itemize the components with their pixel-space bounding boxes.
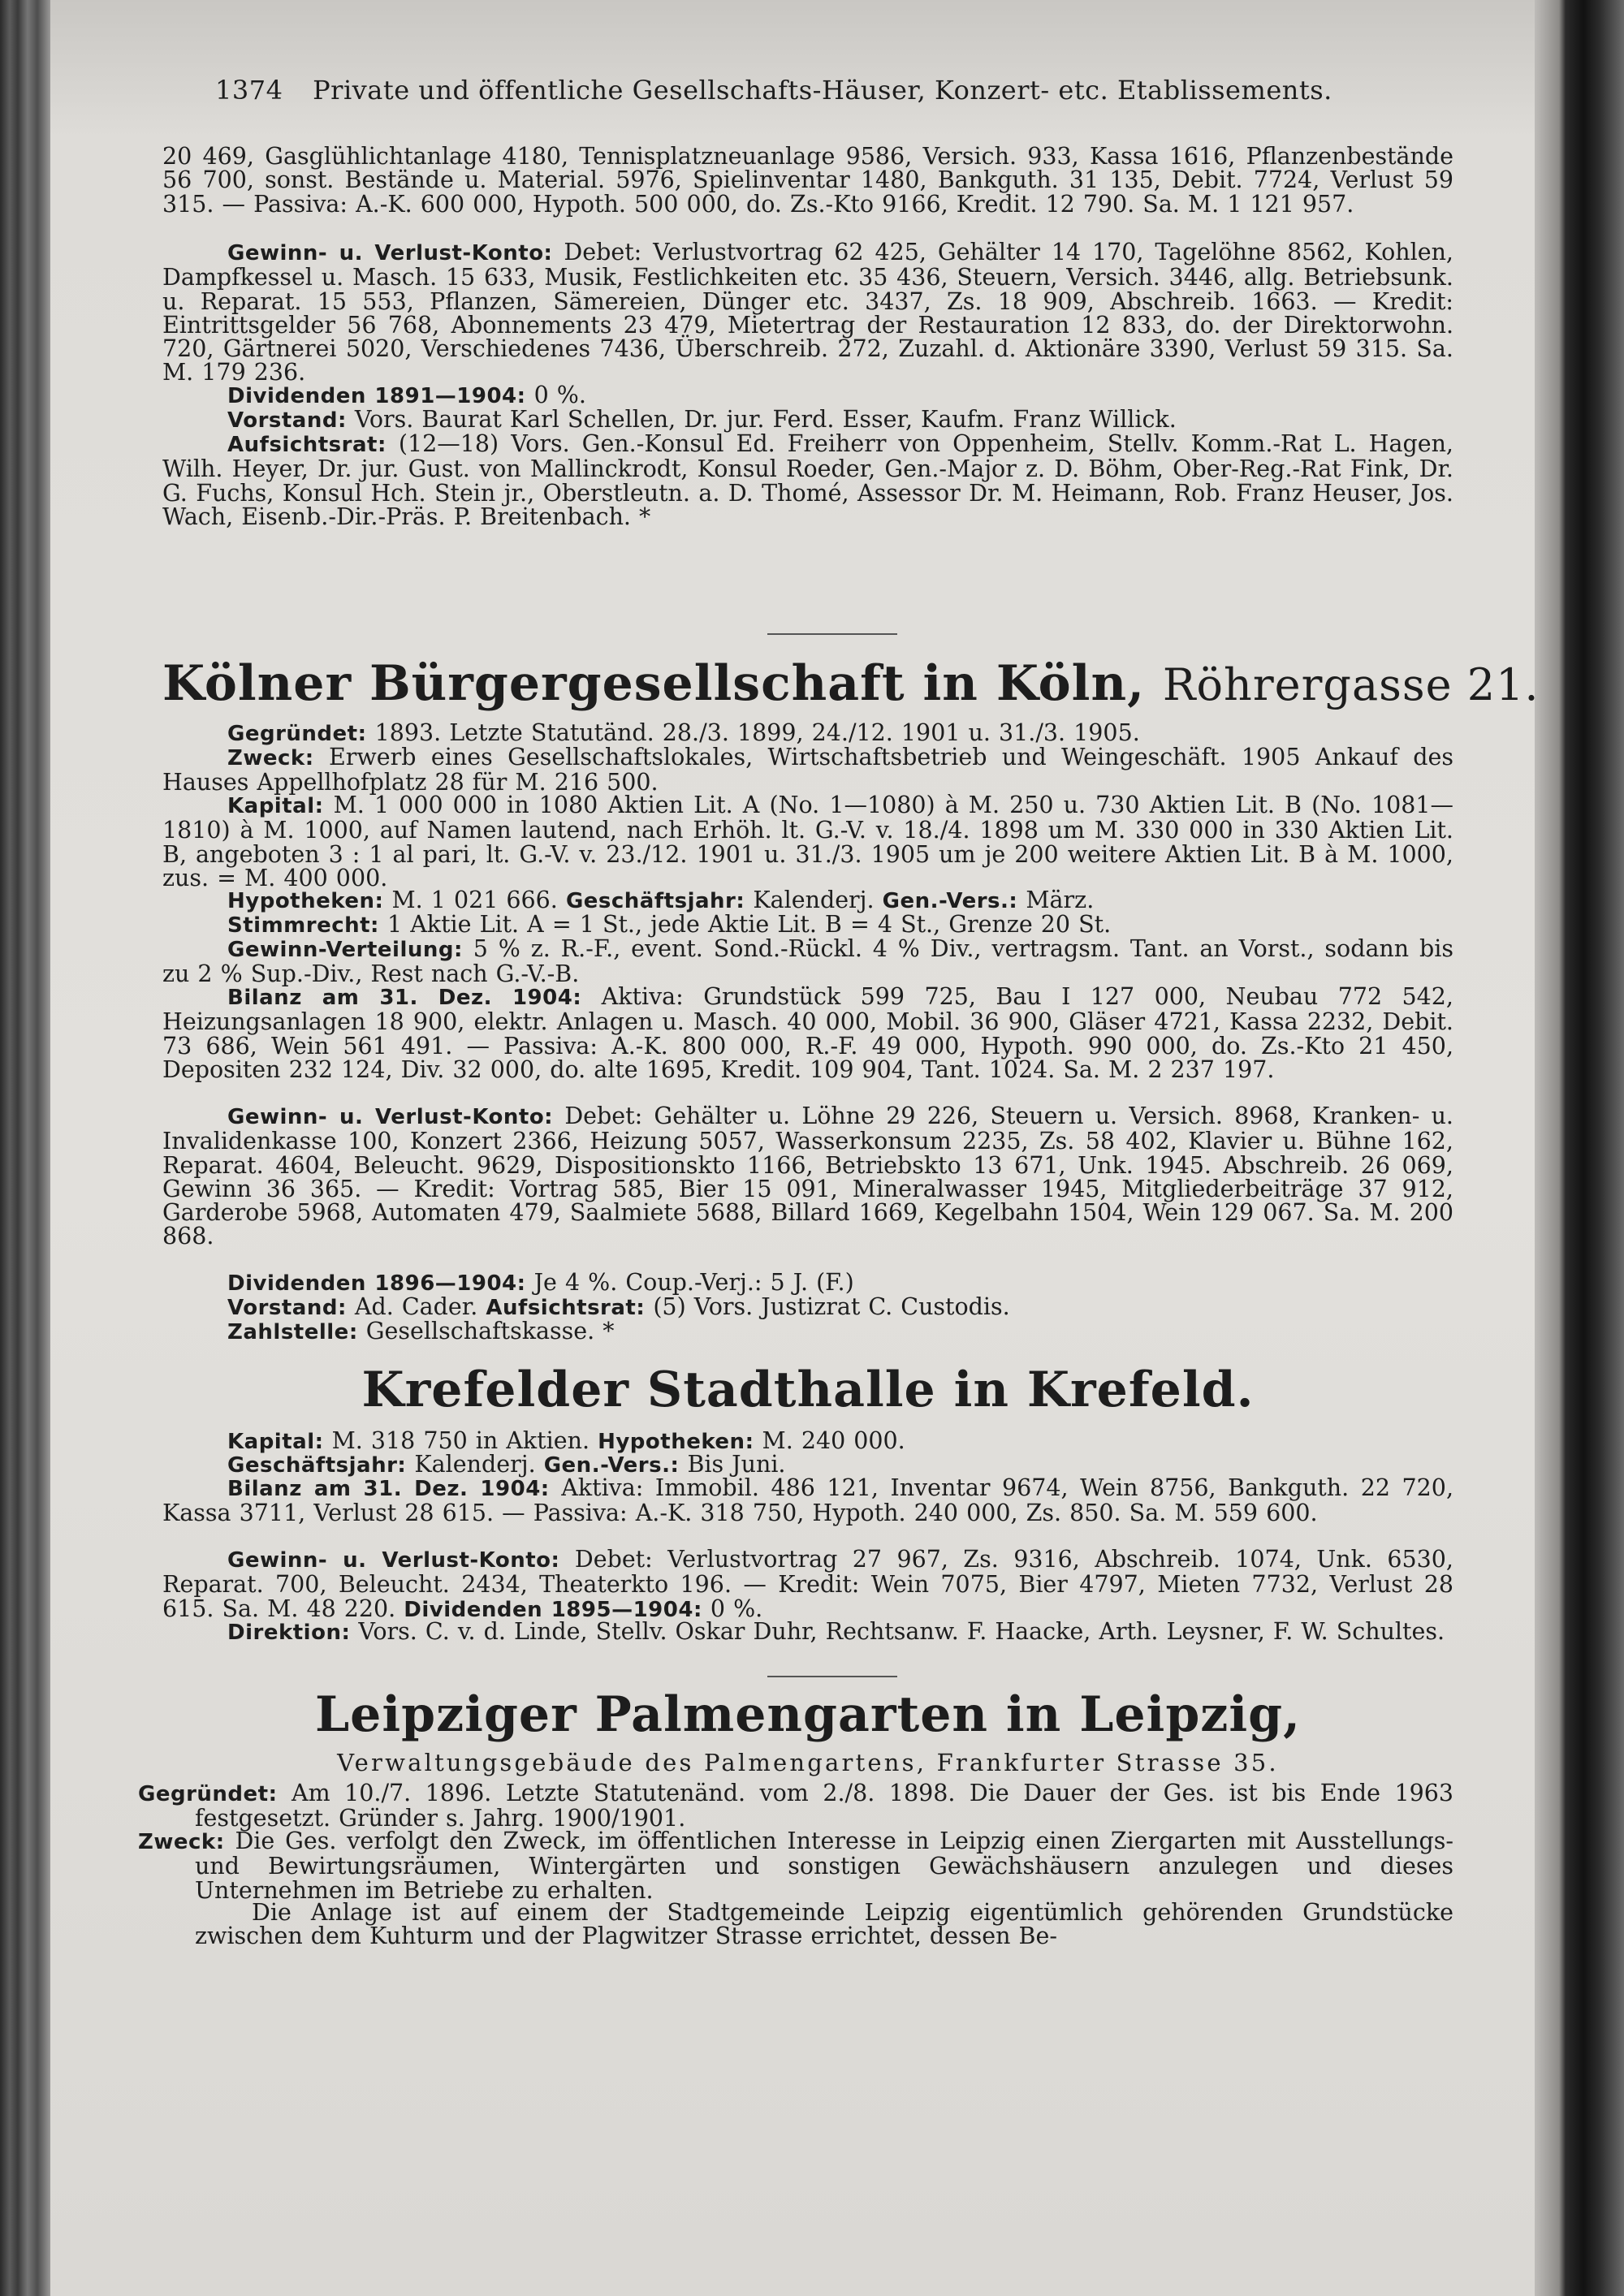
entry-text: Vors. Baurat Karl Schellen, Dr. jur. Ferd. Esser, Kaufm. Franz Willick. [354, 406, 1177, 433]
entry-text: Erwerb eines Gesellschaftslokales, Wirtschaftsbetrieb und Weingeschäft. 1905 Ankauf des Hauses Appellhofplatz 28 für M. 216 500. [162, 744, 1453, 796]
running-title: Private und öffentliche Gesellschafts-Häuser, Konzert- etc. Etablissements. [313, 75, 1332, 106]
section-divider [767, 633, 897, 635]
entry-label: Gegründet: [138, 1782, 278, 1806]
page-number: 1374 [215, 75, 283, 106]
entry-label: Dividenden 1895—1904: [404, 1597, 702, 1622]
entry-text: (12—18) Vors. Gen.-Konsul Ed. Freiherr von Oppenheim, Stellv. Komm.-Rat L. Hagen, Wilh. Heyer, Dr. jur. Gust. von Mallinckrodt, Konsul Roeder, Gen.-Major z. D. Böhm, Ober-Reg.-Rat Fink, Dr. G. Fuchs, Konsul Hch. Stein jr., Oberstleutn. a. D. Thomé, Assessor Dr. M. Heimann, Rob. Franz Heuser, Jos. Wach, Eisenb.-Dir.-Präs. P. Breitenbach. * [162, 430, 1453, 530]
scan-gutter-edge [1535, 0, 1624, 2296]
entry-label: Gewinn- u. Verlust-Konto: [227, 1548, 560, 1573]
entry-text: Debet: Verlustvortrag 62 425, Gehälter 14 170, Tagelöhne 8562, Kohlen, Dampfkessel u. Masch. 15 633, Musik, Festlichkeiten etc. 35 436, Steuern, Versich. 3446, allg. Betriebsunk. u. Reparat. 15 553, Pflanzen, Sämereien, Dünger etc. 3437, Zs. 18 909, Abschreib. 1663. — Kredit: Eintrittsgelder 56 768, Abonnements 23 479, Mietertrag der Restauration 12 833, do. der Direktorwohn. 720, Gärtnerei 5020, Verschiedenes 7436, Überschreib. 272, Zuzahl. d. Aktionäre 3390, Verlust 59 315. Sa. M. 179 236. [162, 239, 1453, 386]
dividend-entry [162, 1271, 1453, 1296]
board-entry [162, 408, 1453, 433]
entry-label: Zweck: [227, 746, 314, 770]
founded-entry [162, 721, 1453, 746]
address-text: Verwaltungsgebäude des Palmengartens, Frankfurter Strasse 35. [337, 1749, 1279, 1776]
entry-label: Gewinn- u. Verlust-Konto: [227, 1105, 554, 1129]
entry-label: Stimmrecht: [227, 913, 379, 938]
entry-text: Die Anlage ist auf einem der Stadtgemeinde Leipzig eigentümlich gehörenden Grundstücke zwischen dem Kuhturm und der Plagwitzer Strasse errichtet, dessen Be- [195, 1899, 1453, 1950]
title-main: Kölner Bürgergesellschaft in Köln, [162, 655, 1145, 712]
entry-text: Vors. C. v. d. Linde, Stellv. Oskar Duhr, Rechtsanw. F. Haacke, Arth. Leysner, F. W. Schultes. [358, 1618, 1445, 1645]
company-title-koeln [162, 655, 1540, 712]
entry-label: Dividenden 1891—1904: [227, 384, 526, 408]
title-address: Röhrergasse 21. [1162, 659, 1540, 710]
mortgage-entry [162, 888, 1453, 913]
entry-label: Gen.-Vers.: [882, 889, 1018, 913]
company-title-krefeld [162, 1364, 1453, 1416]
entry-text: Aktiva: Grundstück 599 725, Bau I 127 000, Neubau 772 542, Heizungsanlagen 18 900, elektr. Anlagen u. Masch. 40 000, Mobil. 36 900, Gläser 4721, Kassa 2232, Debit. 73 686, Wein 561 491. — Passiva: A.-K. 800 000, R.-F. 49 000, Hypoth. 990 000, do. Zs.-Kto 21 450, Depositen 232 124, Div. 32 000, do. alte 1695, Kredit. 109 904, Tant. 1024. Sa. M. 2 237 197. [162, 983, 1453, 1083]
entry-text: Kalenderj. [753, 887, 875, 913]
entry-label: Aufsichtsrat: [227, 433, 387, 457]
section-divider [767, 1676, 897, 1677]
voting-entry [162, 913, 1453, 938]
entry-text: 0 %. [533, 382, 586, 408]
entry-label: Gewinn- u. Verlust-Konto: [227, 241, 553, 265]
entry-text: Am 10./7. 1896. Letzte Statutenänd. vom 2./8. 1898. Die Dauer der Ges. ist bis Ende 1963 festgesetzt. Gründer s. Jahrg. 1900/1901. [195, 1780, 1454, 1832]
entry-text: Kalenderj. [414, 1451, 536, 1478]
entry-text: Debet: Gehälter u. Löhne 29 226, Steuern u. Versich. 8968, Kranken- u. Invalidenkasse 100, Konzert 2366, Heizung 5057, Wasserkonsum 2235, Zs. 58 402, Klavier u. Bühne 162, Reparat. 4604, Beleucht. 9629, Dispositionskto 1166, Betriebskto 13 671, Unk. 1945. Abschreib. 26 069, Gewinn 36 365. — Kredit: Vortrag 585, Bier 15 091, Mineralwasser 1945, Mitgliederbeiträge 37 912, Garderobe 5968, Automaten 479, Saalmiete 5688, Billard 1669, Kegelbahn 1504, Wein 129 067. Sa. M. 200 868. [162, 1103, 1453, 1250]
paying-agent-entry [162, 1319, 1453, 1344]
balance-text: 20 469, Gasglühlichtanlage 4180, Tennisplatzneuanlage 9586, Versich. 933, Kassa 1616, Pflanzenbestände 56 700, sonst. Bestände u. Material. 5976, Spielinventar 1480, Bankguth. 31 135, Debit. 7724, Verlust 59 315. — Passiva: A.-K. 600 000, Hypoth. 500 000, do. Zs.-Kto 9166, Kredit. 12 790. Sa. M. 1 121 957. [162, 143, 1453, 218]
balance-continuation [162, 145, 1453, 216]
board-entry [162, 1295, 1453, 1320]
running-header [215, 75, 1401, 106]
company-title-leipzig [162, 1686, 1453, 1743]
entry-text: M. 318 750 in Aktien. [331, 1427, 590, 1454]
entry-label: Hypotheken: [227, 889, 384, 913]
entry-label: Gewinn-Verteilung: [227, 938, 463, 962]
profit-loss-entry [162, 240, 1453, 385]
entry-label: Zweck: [138, 1830, 225, 1854]
title-main: Krefelder Stadthalle in Krefeld. [361, 1362, 1255, 1418]
entry-text: 1893. Letzte Statutänd. 28./3. 1899, 24./12. 1901 u. 31./3. 1905. [374, 719, 1140, 746]
capital-entry [162, 1429, 1453, 1454]
scan-binding-edge [0, 0, 50, 2296]
entry-label: Vorstand: [227, 408, 347, 433]
dividend-entry [162, 383, 1453, 408]
entry-text: Je 4 %. Coup.-Verj.: 5 J. (F.) [533, 1269, 854, 1296]
company-address [162, 1750, 1453, 1775]
entry-label: Zahlstelle: [227, 1320, 358, 1344]
description-paragraph [195, 1901, 1453, 1949]
entry-label: Vorstand: [227, 1296, 347, 1320]
balance-entry [162, 985, 1453, 1081]
entry-text: M. 240 000. [762, 1427, 905, 1454]
capital-entry [162, 793, 1453, 890]
profit-loss-entry [162, 1547, 1453, 1622]
founded-entry [138, 1781, 1453, 1831]
entry-text: Gesellschaftskasse. * [365, 1318, 615, 1344]
entry-text: Bis Juni. [687, 1451, 786, 1478]
entry-label: Gegründet: [227, 722, 367, 746]
title-main: Leipziger Palmengarten in Leipzig, [314, 1686, 1302, 1743]
entry-label: Geschäftsjahr: [227, 1453, 407, 1478]
entry-text: M. 1 021 666. [391, 887, 558, 913]
entry-label: Bilanz am 31. Dez. 1904: [227, 986, 582, 1010]
balance-entry [162, 1476, 1453, 1526]
purpose-entry [138, 1829, 1453, 1902]
entry-text: Ad. Cader. [354, 1293, 478, 1320]
management-entry [162, 1620, 1453, 1645]
entry-text: M. 1 000 000 in 1080 Aktien Lit. A (No. 1—1080) à M. 250 u. 730 Aktien Lit. B (No. 1081—1810) à M. 1000, auf Namen lautend, nach Erhöh. lt. G.-V. v. 18./4. 1898 um M. 330 000 in 330 Aktien Lit. B, angeboten 3 : 1 al pari, lt. G.-V. v. 23./12. 1901 u. 31./3. 1905 um je 200 weitere Aktien Lit. B à M. 1000, zus. = M. 400 000. [162, 792, 1453, 891]
entry-label: Gen.-Vers.: [543, 1453, 680, 1478]
entry-label: Aufsichtsrat: [486, 1296, 646, 1320]
entry-text: März. [1026, 887, 1095, 913]
entry-label: Bilanz am 31. Dez. 1904: [227, 1477, 550, 1501]
supervisory-board-entry [162, 432, 1453, 529]
entry-label: Kapital: [227, 1430, 324, 1454]
profit-loss-entry [162, 1104, 1453, 1249]
entry-label: Dividenden 1896—1904: [227, 1271, 526, 1296]
entry-text: (5) Vors. Justizrat C. Custodis. [653, 1293, 1010, 1320]
entry-text: 0 %. [710, 1595, 763, 1622]
profit-distribution-entry [162, 937, 1453, 986]
entry-text: 5 % z. R.-F., event. Sond.-Rückl. 4 % Div., vertragsm. Tant. an Vorst., sodann bis zu 2 % Sup.-Div., Rest nach G.-V.-B. [162, 935, 1453, 988]
entry-text: 1 Aktie Lit. A = 1 St., jede Aktie Lit. B = 4 St., Grenze 20 St. [387, 911, 1112, 938]
entry-label: Kapital: [227, 794, 324, 818]
entry-text: Die Ges. verfolgt den Zweck, im öffentlichen Interesse in Leipzig einen Ziergarten mit Ausstellungs- und Bewirtungsräumen, Wintergärten und sonstigen Gewächshäusern anzulegen und dieses Unternehmen im Betriebe zu erhalten. [195, 1828, 1453, 1904]
entry-label: Geschäftsjahr: [565, 889, 745, 913]
entry-label: Direktion: [227, 1621, 351, 1645]
purpose-entry [162, 745, 1453, 795]
entry-text: Aktiva: Immobil. 486 121, Inventar 9674, Wein 8756, Bankguth. 22 720, Kassa 3711, Verlust 28 615. — Passiva: A.-K. 318 750, Hypoth. 240 000, Zs. 850. Sa. M. 559 600. [162, 1474, 1454, 1527]
entry-text: Debet: Verlustvortrag 27 967, Zs. 9316, Abschreib. 1074, Unk. 6530, Reparat. 700, Beleucht. 2434, Theaterkto 196. — Kredit: Wein 7075, Bier 4797, Mieten 7732, Verlust 28 615. Sa. M. 48 220. [162, 1546, 1453, 1622]
entry-label: Hypotheken: [598, 1430, 754, 1454]
